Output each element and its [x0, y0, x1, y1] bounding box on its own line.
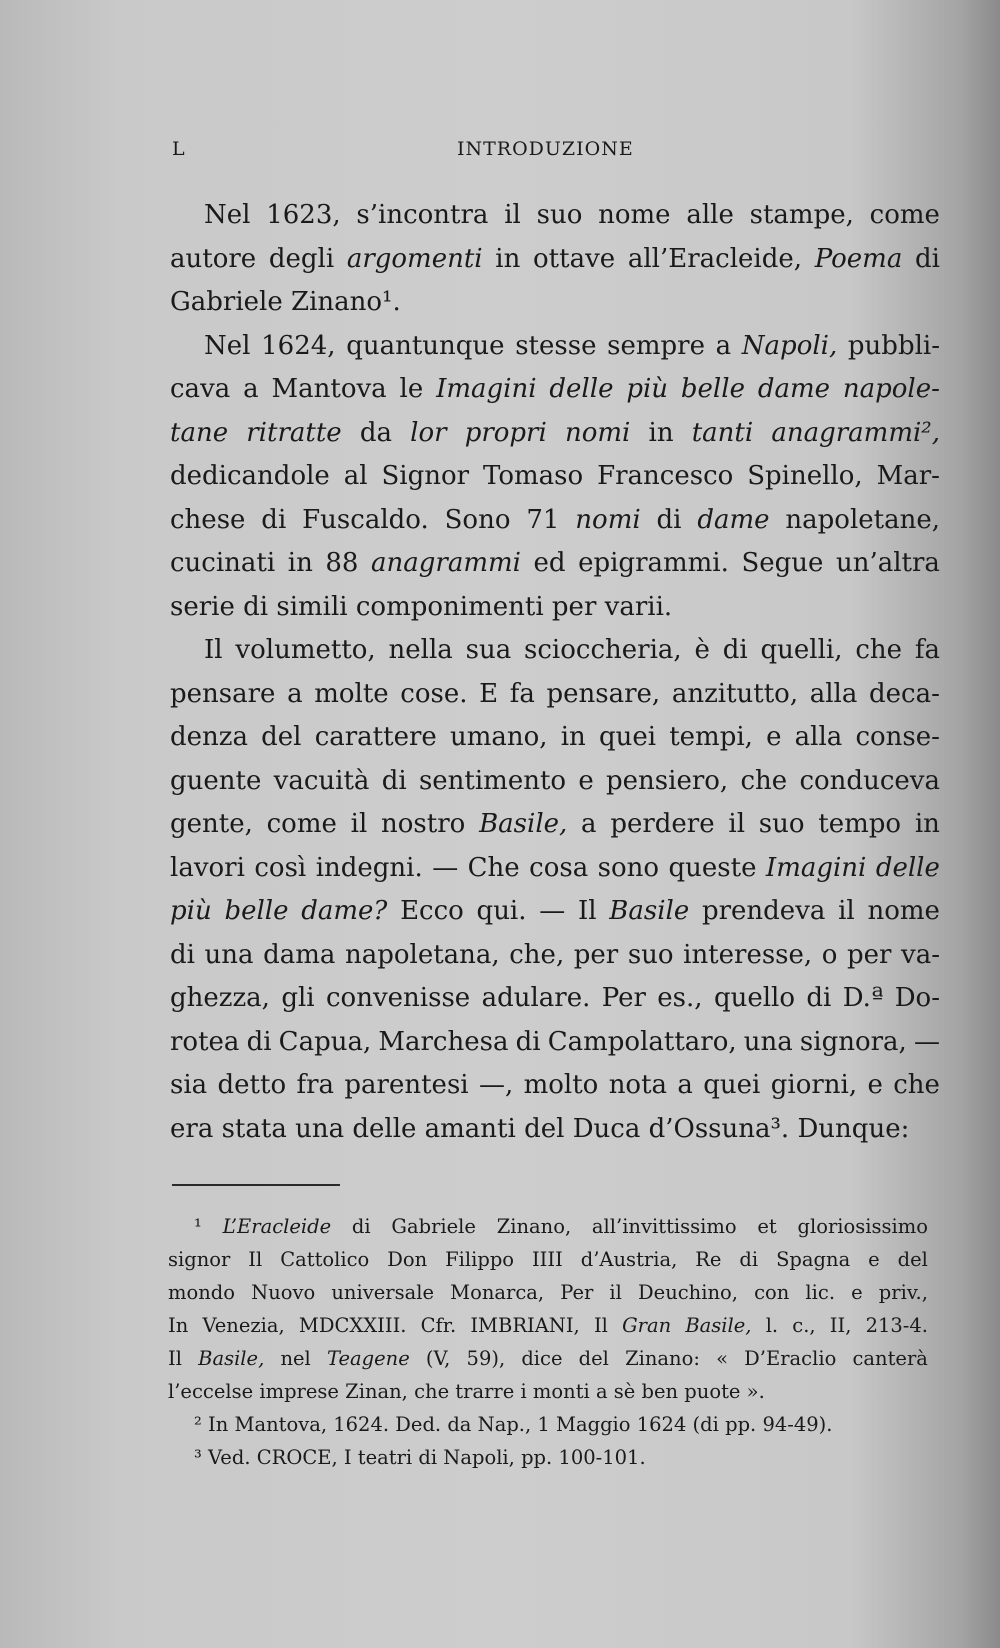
- text-line: tane ritratte da lor propri nomi in tanti anagrammi²,: [170, 417, 940, 448]
- text-line: serie di simili componimenti per varii.: [170, 591, 673, 622]
- text-line: sia detto fra parentesi —, molto nota a quei giorni, e che: [170, 1070, 940, 1100]
- text-line: Nel 1624, quantunque stesse sempre a Napoli, pubbli-: [204, 330, 940, 361]
- text-line: chese di Fuscaldo. Sono 71 nomi di dame napoletane,: [170, 504, 940, 535]
- text-line: era stata una delle amanti del Duca d’Ossuna³. Dunque:: [170, 1113, 910, 1144]
- text-line: gente, come il nostro Basile, a perdere il suo tempo in: [170, 809, 940, 839]
- text-line: autore degli argomenti in ottave all’Eracleide, Poema di: [170, 243, 940, 274]
- footnote-line: Il Basile, nel Teagene (V, 59), dice del Zinano: « D’Eraclio canterà: [168, 1347, 928, 1370]
- page-number: L: [172, 138, 186, 160]
- footnote-line: ³ Ved. CROCE, I teatri di Napoli, pp. 100-101.: [194, 1446, 646, 1469]
- text-line: Nel 1623, s’incontra il suo nome alle stampe, come: [204, 200, 940, 230]
- main-text: [170, 194, 940, 1151]
- text-line: dedicandole al Signor Tomaso Francesco Spinello, Mar-: [170, 461, 940, 491]
- text-line: guente vacuità di sentimento e pensiero, che conduceva: [170, 765, 940, 796]
- text-line: Gabriele Zinano¹.: [170, 287, 401, 317]
- running-head: [172, 138, 932, 168]
- text-line: rotea di Capua, Marchesa di Campolattaro, una signora, —: [170, 1026, 940, 1057]
- text-line: lavori così indegni. — Che cosa sono queste Imagini delle: [170, 852, 940, 883]
- running-title: INTRODUZIONE: [457, 138, 634, 160]
- text-line: Il volumetto, nella sua scioccheria, è di quelli, che fa: [204, 635, 940, 665]
- text-line: pensare a molte cose. E fa pensare, anzitutto, alla deca-: [170, 678, 940, 709]
- footnote-line: l’eccelse imprese Zinan, che trarre i monti a sè ben puote ».: [168, 1380, 765, 1403]
- text-line: ghezza, gli convenisse adulare. Per es., quello di D.ª Do-: [170, 983, 940, 1013]
- text-line: di una dama napoletana, che, per suo interesse, o per va-: [170, 939, 940, 970]
- text-line: denza del carattere umano, in quei tempi, e alla conse-: [170, 722, 940, 752]
- footnote-line: ² In Mantova, 1624. Ded. da Nap., 1 Maggio 1624 (di pp. 94-49).: [194, 1413, 833, 1436]
- footnote-line: ¹ L’Eracleide di Gabriele Zinano, all’invittissimo et gloriosissimo: [194, 1215, 928, 1238]
- text-line: cava a Mantova le Imagini delle più belle dame napole-: [170, 374, 940, 404]
- text-line: più belle dame? Ecco qui. — Il Basile prendeva il nome: [170, 896, 940, 926]
- footnote-rule: [172, 1184, 340, 1186]
- text-line: cucinati in 88 anagrammi ed epigrammi. Segue un’altra: [170, 548, 940, 578]
- footnote-line: mondo Nuovo universale Monarca, Per il Deuchino, con lic. e priv.,: [168, 1281, 928, 1304]
- footnotes: [168, 1210, 928, 1474]
- footnote-line: signor Il Cattolico Don Filippo IIII d’Austria, Re di Spagna e del: [168, 1248, 928, 1271]
- footnote-line: In Venezia, MDCXXIII. Cfr. IMBRIANI, Il Gran Basile, l. c., II, 213-4.: [168, 1314, 928, 1337]
